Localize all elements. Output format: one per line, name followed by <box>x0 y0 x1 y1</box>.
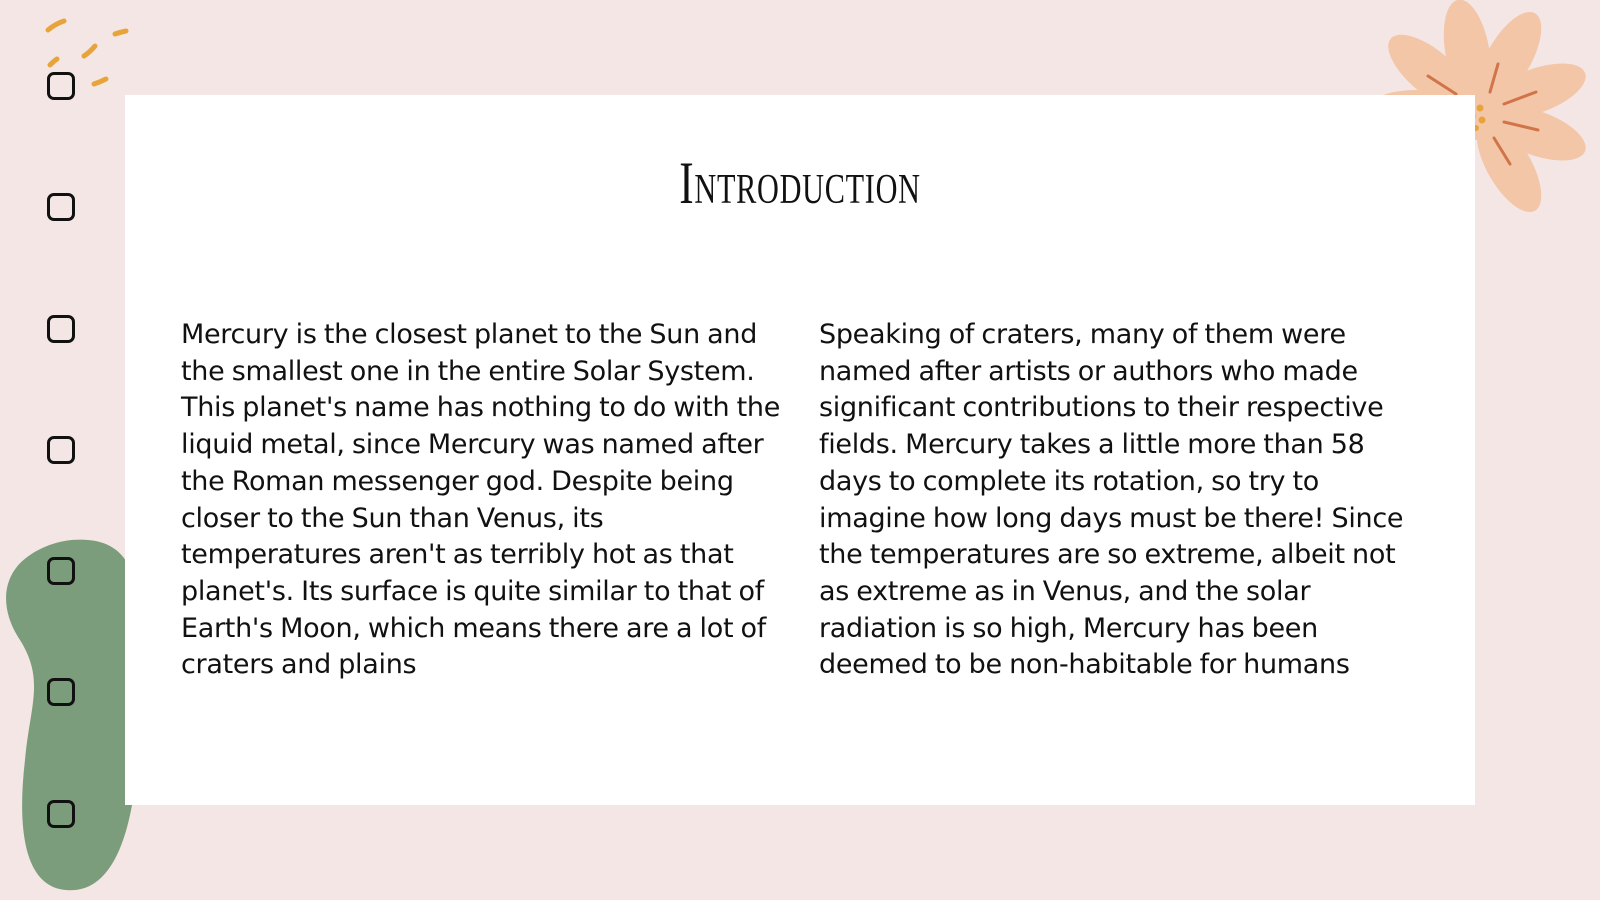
slide-title: Introduction <box>679 150 921 216</box>
green-blob-shape <box>6 540 141 891</box>
binder-ring-icon <box>47 193 75 221</box>
binder-ring-icon <box>47 800 75 828</box>
text-column-left: Mercury is the closest planet to the Sun and the smallest one in the entire Solar System. This planet's name has nothing to do with the liquid metal, since Mercury was named after the Roman messenger god. Despite being closer to the Sun than Venus, its temperatures aren't as terribly hot as that planet's. Its surface is quite similar to that of Earth's Moon, which means there are a lot of craters and plains <box>181 319 781 681</box>
binder-ring-icon <box>47 72 75 100</box>
binder-ring-icon <box>47 436 75 464</box>
binder-ring-icon <box>47 557 75 585</box>
binder-ring-icon <box>47 678 75 706</box>
text-column-right: Speaking of craters, many of them were named after artists or authors who made significant contributions to their respective fields. Mercury takes a little more than 58 days to complete its rotation, so try to imagine how long days must be there! Since the temperatures are so extreme, albeit not as extreme as in Venus, and the solar radiation is so high, Mercury has been deemed to be non-habitable for humans <box>819 319 1404 681</box>
binder-ring-icon <box>47 315 75 343</box>
slide-card <box>125 95 1475 805</box>
